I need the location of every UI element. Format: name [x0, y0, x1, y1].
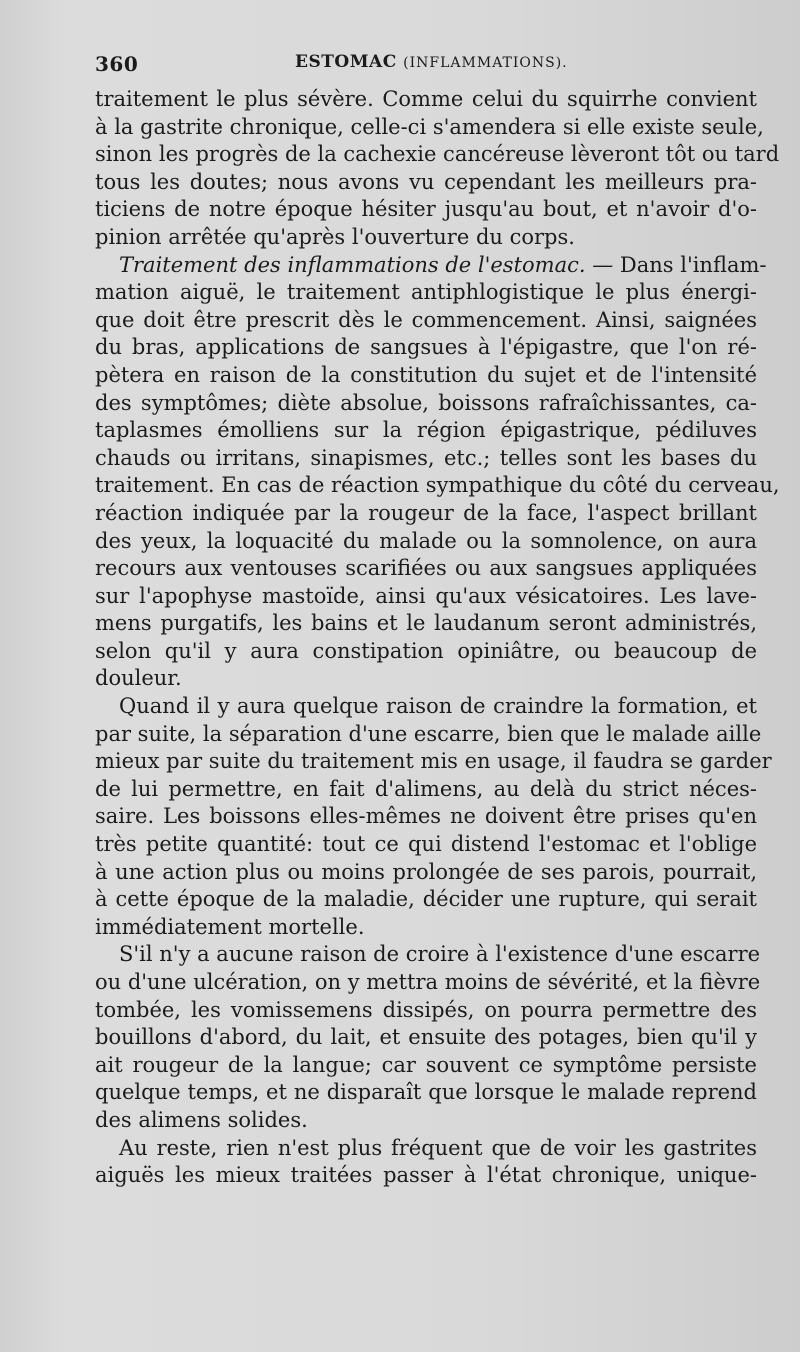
text-line: mieux par suite du traitement mis en usage, il faudra se garder [95, 749, 772, 774]
text-line: recours aux ventouses scarifiées ou aux sangsues appliquées [95, 556, 757, 581]
paragraph [95, 252, 780, 694]
text-line: bouillons d'abord, du lait, et ensuite des potages, bien qu'il y [95, 1025, 757, 1050]
text-line: mens purgatifs, les bains et le laudanum seront administrés, [95, 611, 757, 636]
text-line: à cette époque de la maladie, décider une rupture, qui serait [95, 887, 757, 912]
running-title-sub: (INFLAMMATIONS). [403, 55, 568, 71]
section-heading-italic: Traitement des inflammations de l'estomac. [119, 252, 586, 277]
paragraph [95, 693, 772, 941]
paragraph [95, 1135, 757, 1190]
text-line: taplasmes émolliens sur la région épigastrique, pédiluves [95, 418, 757, 443]
text-line: des symptômes; diète absolue, boissons rafraîchissantes, ca- [95, 390, 757, 415]
text-line: aiguës les mieux traitées passer à l'état chronique, unique- [95, 1163, 757, 1188]
text-line: tombée, les vomissemens dissipés, on pourra permettre des [95, 997, 757, 1022]
text-line: selon qu'il y aura constipation opiniâtre, ou beaucoup de [95, 638, 757, 663]
text-line: sur l'apophyse mastoïde, ainsi qu'aux vésicatoires. Les lave- [95, 583, 757, 608]
page-header [95, 52, 735, 82]
text-line: par suite, la séparation d'une escarre, bien que le malade aille [95, 721, 762, 746]
text-line: Quand il y aura quelque raison de craindre la formation, et [119, 694, 757, 719]
text-line: réaction indiquée par la rougeur de la face, l'aspect brillant [95, 500, 757, 525]
running-title [295, 52, 568, 72]
text-line: saire. Les boissons elles-mêmes ne doivent être prises qu'en [95, 804, 757, 829]
paragraph [95, 86, 780, 252]
text-line: traitement le plus sévère. Comme celui du squirrhe convient [95, 87, 757, 111]
body-text [95, 86, 780, 1190]
text-line: du bras, applications de sangsues à l'épigastre, que l'on ré- [95, 335, 757, 360]
text-line: Au reste, rien n'est plus fréquent que de voir les gastrites [119, 1135, 757, 1160]
running-title-main: ESTOMAC [295, 52, 397, 72]
text-line: ait rougeur de la langue; car souvent ce symptôme persiste [95, 1052, 757, 1077]
text-line: pètera en raison de la constitution du sujet et de l'intensité [95, 362, 757, 387]
text-line: tous les doutes; nous avons vu cependant les meilleurs pra- [95, 169, 757, 194]
text-line: à la gastrite chronique, celle-ci s'amendera si elle existe seule, [95, 114, 764, 139]
text-line: des yeux, la loquacité du malade ou la somnolence, on aura [95, 528, 757, 553]
text-line: que doit être prescrit dès le commencement. Ainsi, saignées [95, 307, 757, 332]
text-line: pinion arrêtée qu'après l'ouverture du corps. [95, 224, 575, 249]
text-line: Traitement des inflammations de l'estomac. — Dans l'inflam- [119, 252, 767, 277]
text-line: mation aiguë, le traitement antiphlogistique le plus énergi- [95, 280, 757, 305]
text-line: des alimens solides. [95, 1107, 308, 1132]
text-line: ticiens de notre époque hésiter jusqu'au bout, et n'avoir d'o- [95, 197, 757, 222]
text-line: quelque temps, et ne disparaît que lorsque le malade reprend [95, 1080, 757, 1105]
paragraph [95, 941, 761, 1134]
text-line: immédiatement mortelle. [95, 914, 365, 939]
text-line: traitement. En cas de réaction sympathique du côté du cerveau, [95, 473, 780, 498]
text-line: de lui permettre, en fait d'alimens, au delà du strict néces- [95, 776, 757, 801]
text-line: ou d'une ulcération, on y mettra moins de sévérité, et la fièvre [95, 970, 761, 994]
text-line: sinon les progrès de la cachexie cancéreuse lèveront tôt ou tard [95, 142, 780, 167]
text-line: à une action plus ou moins prolongée de ses parois, pourrait, [95, 859, 757, 884]
text-line: S'il n'y a aucune raison de croire à l'existence d'une escarre [119, 942, 761, 967]
page-number: 360 [95, 52, 139, 76]
text-line: chauds ou irritans, sinapismes, etc.; telles sont les bases du [95, 445, 757, 470]
text-line: très petite quantité: tout ce qui distend l'estomac et l'oblige [95, 832, 757, 857]
text-line: douleur. [95, 666, 182, 691]
